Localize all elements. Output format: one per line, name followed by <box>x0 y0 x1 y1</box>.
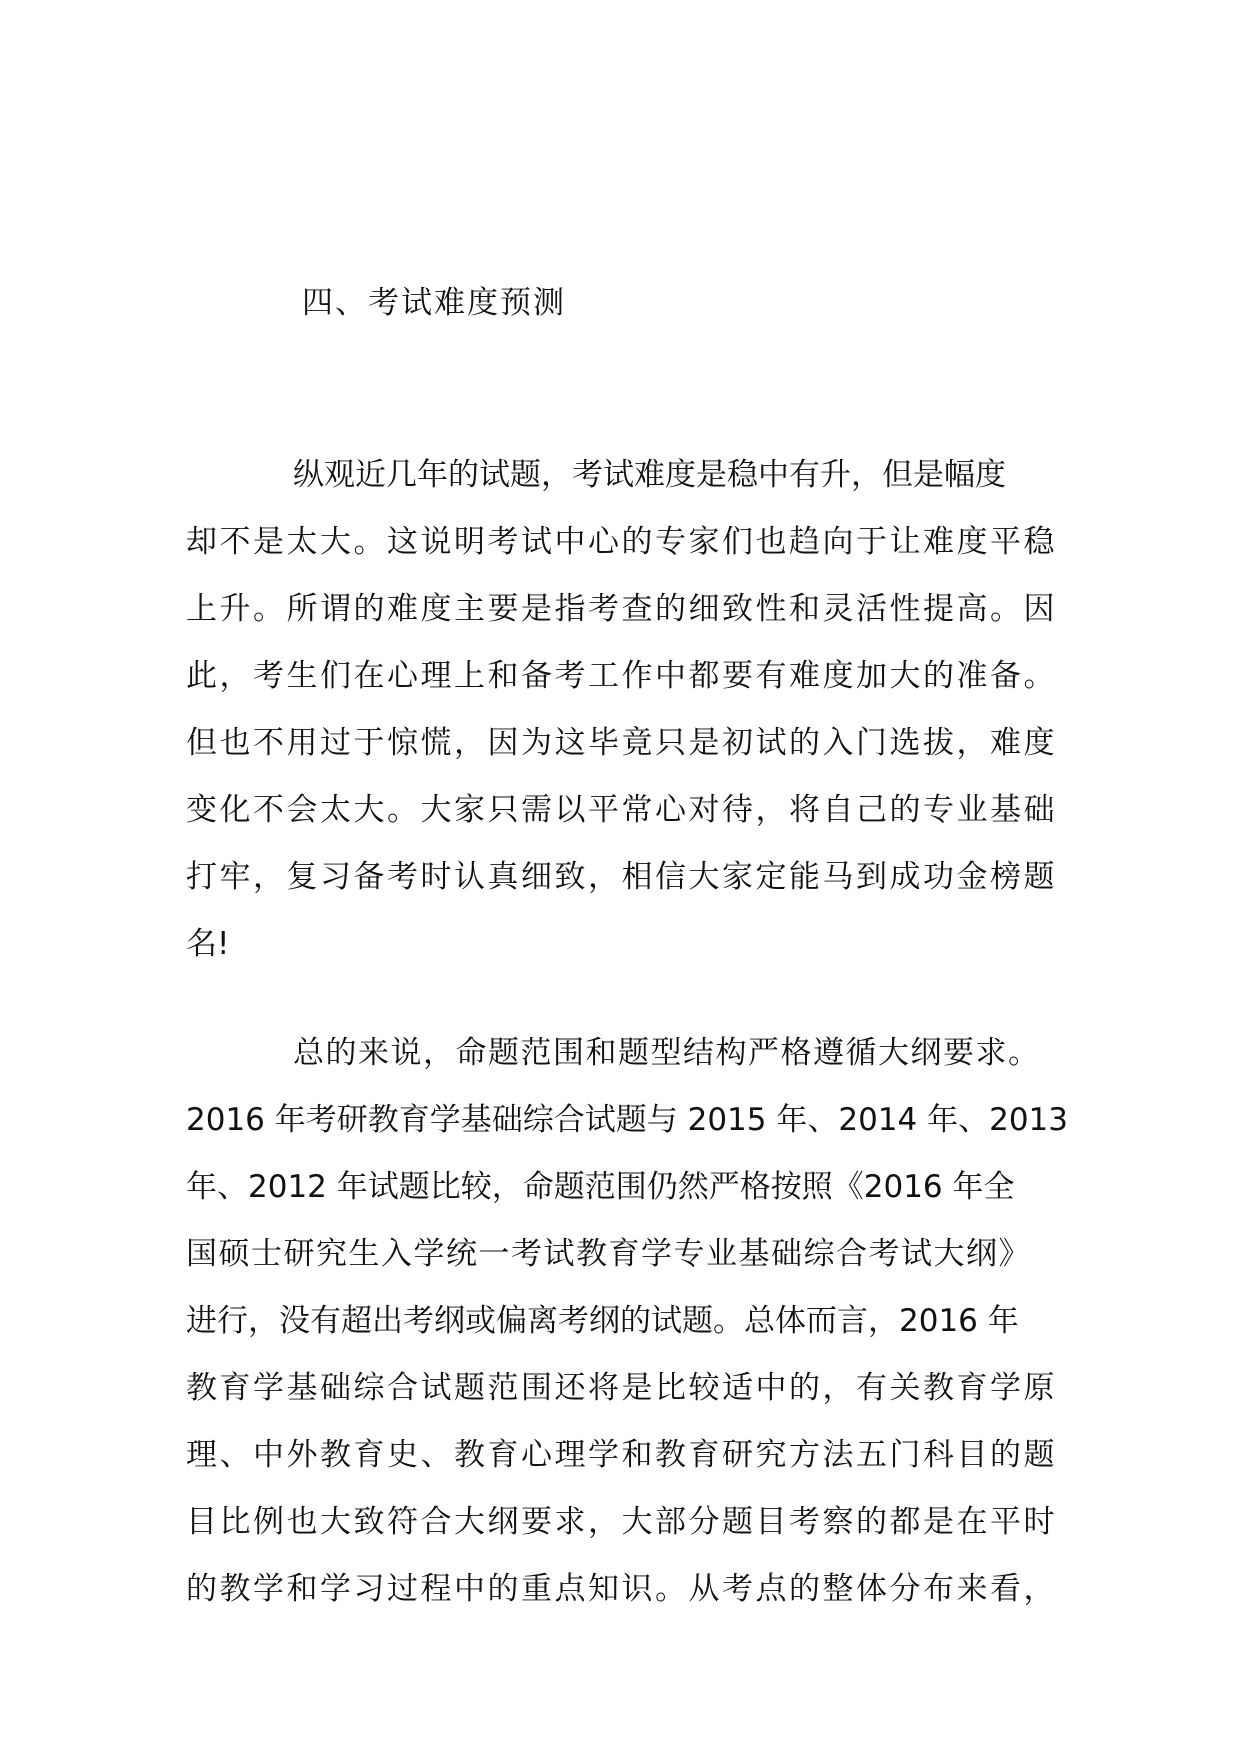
paragraph-line: 上升。所谓的难度主要是指考查的细致性和灵活性提高。因 <box>186 591 1057 627</box>
paragraph-line: 年、2012 年试题比较，命题范围仍然严格按照《2016 年全 <box>186 1169 1015 1205</box>
paragraph-line: 总的来说，命题范围和题型结构严格遵循大纲要求。 <box>293 1035 1041 1071</box>
paragraph-line: 理、中外教育史、教育心理学和教育研究方法五门科目的题 <box>186 1437 1057 1473</box>
paragraph-line: 国硕士研究生入学统一考试教育学专业基础综合考试大纲》 <box>186 1236 1031 1272</box>
section-heading: 四、考试难度预测 <box>302 285 566 321</box>
paragraph-line: 此，考生们在心理上和备考工作中都要有难度加大的准备。 <box>186 658 1057 694</box>
paragraph-line: 但也不用过于惊慌，因为这毕竟只是初试的入门选拔，难度 <box>186 725 1057 761</box>
paragraph-line: 的教学和学习过程中的重点知识。从考点的整体分布来看， <box>186 1571 1057 1607</box>
paragraph-line: 纵观近几年的试题，考试难度是稳中有升，但是幅度 <box>293 457 1006 493</box>
paragraph-line: 2016 年考研教育学基础综合试题与 2015 年、2014 年、2013 <box>186 1102 1068 1138</box>
paragraph-line: 目比例也大致符合大纲要求，大部分题目考察的都是在平时 <box>186 1504 1057 1540</box>
paragraph-line: 打牢，复习备考时认真细致，相信大家定能马到成功金榜题 <box>186 859 1057 895</box>
paragraph-line: 变化不会太大。大家只需以平常心对待，将自己的专业基础 <box>186 792 1057 828</box>
paragraph-line: 教育学基础综合试题范围还将是比较适中的，有关教育学原 <box>186 1370 1057 1406</box>
paragraph-syllabus-scope <box>186 1020 1066 1623</box>
paragraph-line: 进行，没有超出考纲或偏离考纲的试题。总体而言，2016 年 <box>186 1303 1019 1339</box>
paragraph-line: 名! <box>186 926 230 962</box>
paragraph-difficulty-forecast <box>186 442 1066 978</box>
paragraph-line: 却不是太大。这说明考试中心的专家们也趋向于让难度平稳 <box>186 524 1057 560</box>
